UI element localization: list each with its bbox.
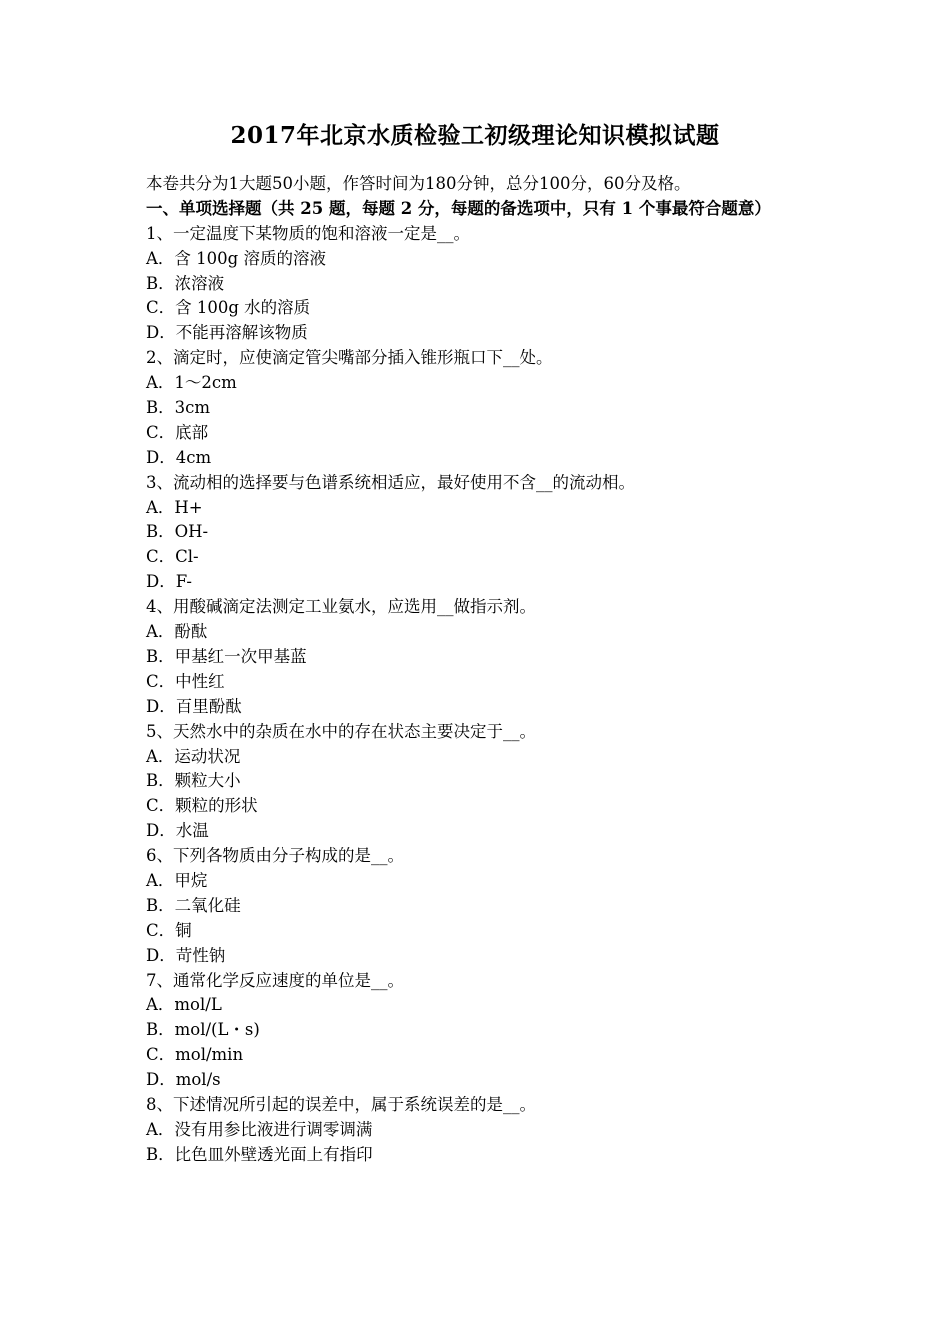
option-c: C．铜: [146, 920, 192, 940]
question-item: [146, 471, 826, 595]
question-text: 7、通常化学反应速度的单位是__。: [146, 970, 404, 990]
option-c: C．Cl-: [146, 547, 199, 567]
option-c: C．含 100g 水的溶质: [146, 298, 311, 318]
question-text: 6、下列各物质由分子构成的是__。: [146, 846, 404, 866]
option-b: B．浓溶液: [146, 273, 225, 293]
option-a: A．mol/L: [146, 995, 222, 1015]
question-item: [146, 595, 826, 719]
option-a: A．H+: [146, 497, 203, 517]
section-heading: 一、单项选择题（共 25 题，每题 2 分，每题的备选项中，只有 1 个事最符合题意）: [146, 198, 771, 218]
option-a: A．甲烷: [146, 870, 208, 890]
option-a: A．1～2cm: [146, 373, 237, 393]
option-d: D．百里酚酞: [146, 696, 242, 716]
question-item: [146, 720, 826, 844]
option-b: B．3cm: [146, 398, 211, 418]
option-b: B．mol/(L・s): [146, 1020, 260, 1040]
option-a: A．酚酞: [146, 622, 208, 642]
page-title: 2017年北京水质检验工初级理论知识模拟试题: [230, 122, 720, 149]
question-list: [146, 222, 826, 1168]
option-d: D．不能再溶解该物质: [146, 323, 308, 343]
option-a: A．没有用参比液进行调零调满: [146, 1119, 373, 1139]
exam-intro: 本卷共分为1大题50小题，作答时间为180分钟，总分100分，60分及格。: [146, 174, 691, 193]
option-a: A．运动状况: [146, 746, 241, 766]
question-text: 5、天然水中的杂质在水中的存在状态主要决定于__。: [146, 721, 536, 741]
option-c: C．中性红: [146, 671, 225, 691]
question-text: 8、下述情况所引起的误差中，属于系统误差的是__。: [146, 1094, 536, 1114]
option-c: C．底部: [146, 422, 209, 442]
option-d: D．4cm: [146, 447, 212, 467]
question-item: [146, 222, 826, 346]
question-text: 4、用酸碱滴定法测定工业氨水，应选用__做指示剂。: [146, 597, 536, 617]
option-c: C．mol/min: [146, 1045, 244, 1065]
option-d: D．F-: [146, 572, 193, 592]
question-item: [146, 844, 826, 968]
option-b: B．二氧化硅: [146, 895, 241, 915]
option-d: D．苛性钠: [146, 945, 226, 965]
question-text: 3、流动相的选择要与色谱系统相适应，最好使用不含__的流动相。: [146, 472, 635, 492]
option-b: B．OH-: [146, 522, 209, 542]
option-d: D．水温: [146, 821, 209, 841]
option-d: D．mol/s: [146, 1070, 221, 1090]
option-c: C．颗粒的形状: [146, 796, 258, 816]
document-body: [146, 172, 826, 1168]
option-a: A．含 100g 溶质的溶液: [146, 248, 326, 268]
option-b: B．颗粒大小: [146, 771, 241, 791]
question-text: 1、一定温度下某物质的饱和溶液一定是__。: [146, 223, 470, 243]
question-item: [146, 969, 826, 1093]
option-b: B．甲基红一次甲基蓝: [146, 646, 307, 666]
option-b: B．比色皿外壁透光面上有指印: [146, 1144, 373, 1164]
question-item: [146, 1093, 826, 1168]
question-item: [146, 346, 826, 470]
question-text: 2、滴定时，应使滴定管尖嘴部分插入锥形瓶口下__处。: [146, 348, 553, 368]
